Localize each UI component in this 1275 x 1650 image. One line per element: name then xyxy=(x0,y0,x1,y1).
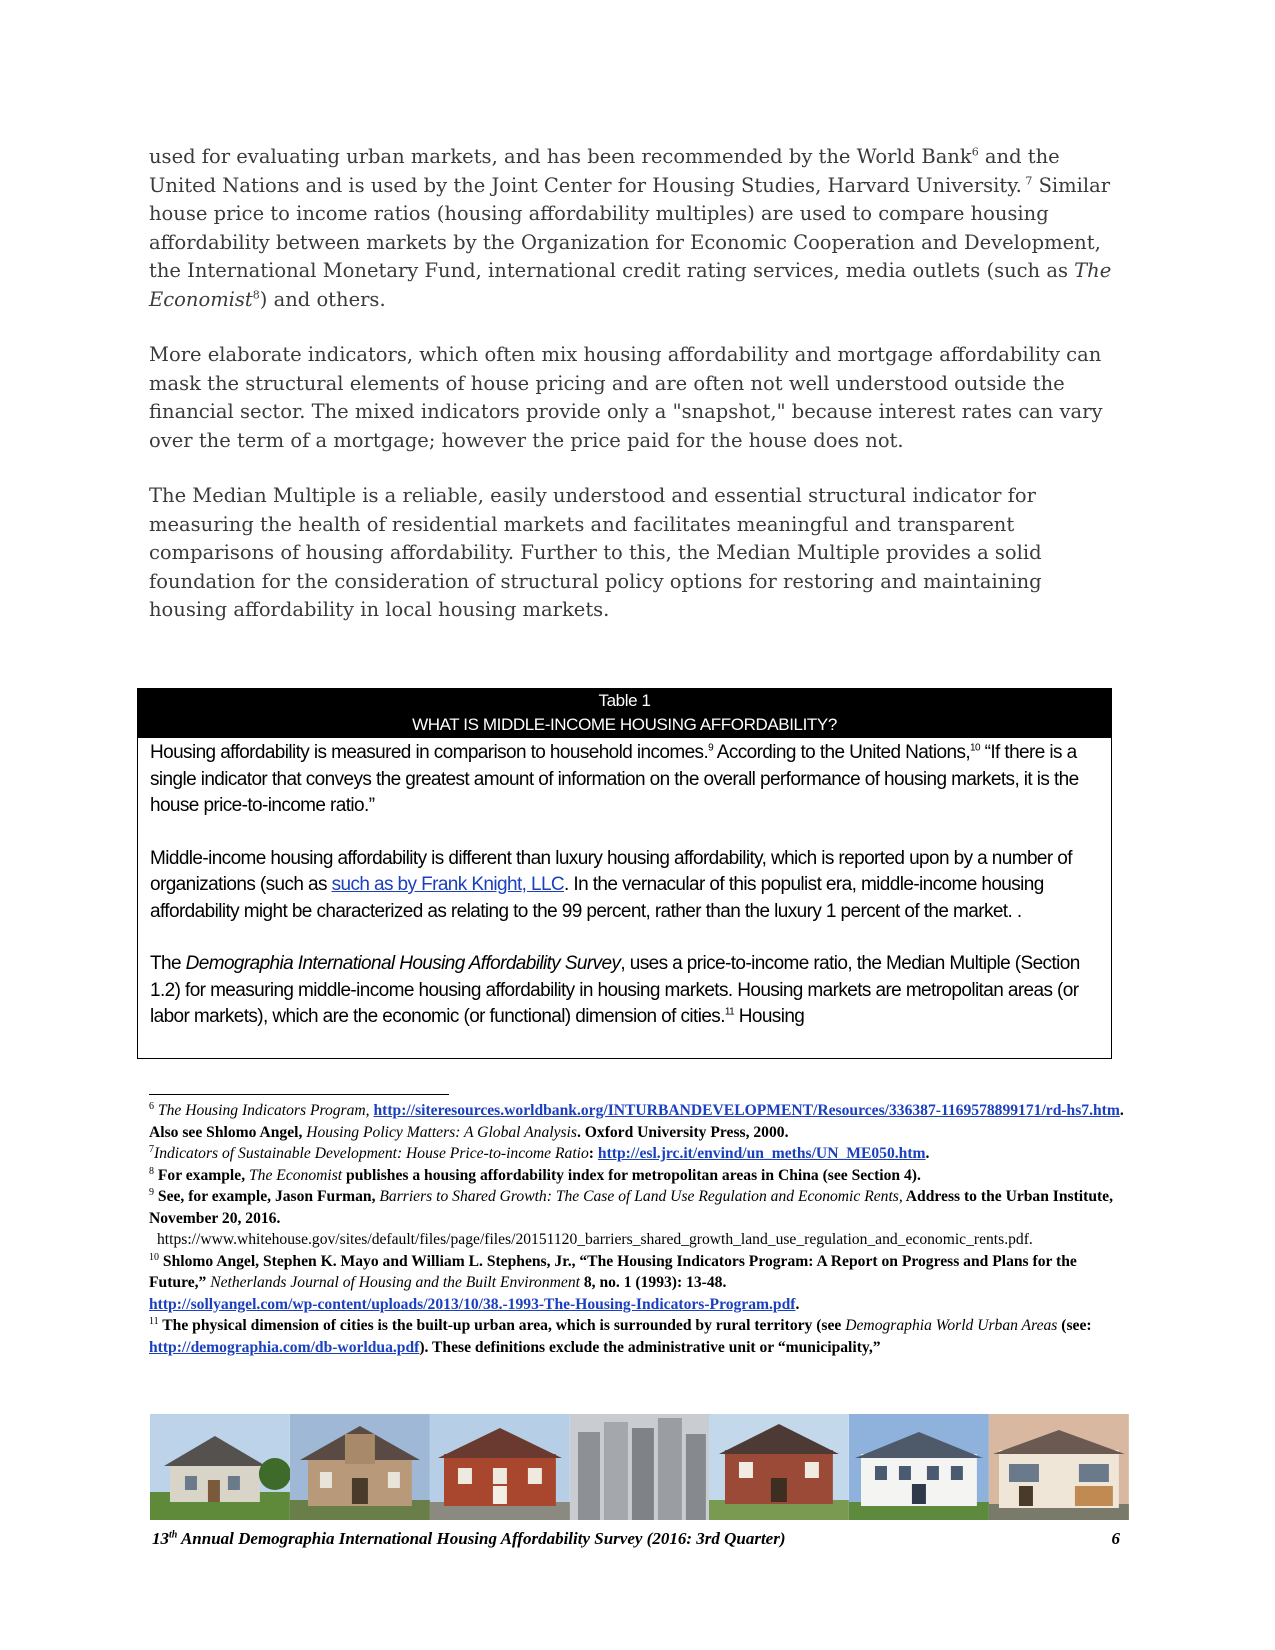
paragraph-3: The Median Multiple is a reliable, easily understood and essential structural indicator for measuring the health of residential markets and facilitates meaningful and transparent comparisons of housing affordability. Further to this, the Median Multiple provides a solid foundation for the consideration of structural policy options for restoring and maintaining housing affordability in local housing markets. xyxy=(149,484,1042,621)
body-text xyxy=(149,143,1119,652)
house-photo-strip xyxy=(150,1414,1129,1520)
frank-knight-link[interactable]: such as by Frank Knight, LLC xyxy=(331,874,565,895)
footnote-ref-11[interactable]: 11 xyxy=(724,1006,735,1018)
table-paragraph-3: The Demographia International Housing Affordability Survey, uses a price-to-income ratio, the Median Multiple (Section 1.2) for measuring middle-income housing affordability in housing markets. Housing markets are metropolitan areas (or labor markets), which are the economic (or functional) dimension of cities.$^{11}$ Housing xyxy=(150,953,1080,1027)
page-number: 6 xyxy=(1111,1529,1120,1548)
footnote-11: $^{11}$ The physical dimension of cities is the built-up urban area, which is surrounded by rural territory (see Demographia World Urban Areas (see: http://demographia.com/db-worldua.pdf). These definitions exclude the administrative unit or “municipality,” xyxy=(149,1315,1092,1356)
footnote-10: $^{10}$ Shlomo Angel, Stephen K. Mayo and William L. Stephens, Jr., “The Housing Indicators Program: A Report on Progress and Plans for the Future,” Netherlands Journal of Housing and the Built Environment 8, no. 1 (1993): 13-48. http://sollyangel.com/wp-content/uploads/2013/10/38.-1993-The-Housing-Indicators-Program.pdf. xyxy=(149,1251,1077,1313)
the-economist-title: The Economist xyxy=(149,259,1112,311)
paragraph-1: used for evaluating urban markets, and has been recommended by the World Bank$^6$ and the United Nations and is used by the Joint Center for Housing Studies, Harvard University. $^7$ Similar house price to income ratios (housing affordability multiples) are used to compare housing affordability between markets by the Organization for Economic Cooperation and Development, the International Monetary Fund, international credit rating services, media outlets (such as The Economist$^8$) and others. xyxy=(149,145,1112,311)
footnote-ref-10[interactable]: 10 xyxy=(970,742,980,754)
modern-villa-photo xyxy=(989,1414,1129,1520)
paragraph-2: More elaborate indicators, which often mix housing affordability and mortgage affordability can mask the structural elements of house pricing and are often not well understood outside the financial sector. The mixed indicators provide only a "snapshot," because interest rates can vary over the term of a mortgage; however the price paid for the house does not. xyxy=(149,343,1103,452)
table-1-label: Table 1 xyxy=(598,691,651,710)
table-1-body xyxy=(138,738,1111,1031)
footnote-7: $^7$Indicators of Sustainable Development: House Price-to-income Ratio: http://esl.jrc.it/envind/un_meths/UN_ME050.htm. xyxy=(149,1143,930,1162)
footnote-11-link[interactable]: http://demographia.com/db-worldua.pdf xyxy=(149,1338,420,1356)
table-1-box xyxy=(137,688,1112,1059)
footnote-ref-7[interactable]: 7 xyxy=(1021,174,1033,187)
page-footer xyxy=(152,1529,1120,1549)
footnote-ref-9[interactable]: 9 xyxy=(708,742,714,754)
footer-title: 13th Annual Demographia International Housing Affordability Survey (2016: 3rd Quarter) xyxy=(152,1529,786,1548)
footnote-8: $^8$ For example, The Economist publishes a housing affordability index for metropolitan areas in China (see Section 4). xyxy=(149,1165,921,1184)
white-colonial-photo xyxy=(849,1414,989,1520)
stone-manor-photo xyxy=(290,1414,430,1520)
footnotes xyxy=(149,1100,1129,1358)
footnote-10-link[interactable]: http://sollyangel.com/wp-content/uploads/2013/10/38.-1993-The-Housing-Indicators-Program.pdf xyxy=(149,1295,796,1313)
footnote-6: $^6$ The Housing Indicators Program, http://siteresources.worldbank.org/INTURBANDEVELOPMENT/Resources/336387-1169578899171/rd-hs7.htm. Also see Shlomo Angel, Housing Policy Matters: A Global Analysis. Oxford University Press, 2000. xyxy=(149,1100,1124,1141)
brick-house-photo xyxy=(430,1414,570,1520)
footnote-9-url[interactable]: https://www.whitehouse.gov/sites/default/files/page/files/20151120_barriers_shared_growth_land_use_regulation_and_economic_rents.pdf. xyxy=(157,1231,1033,1248)
table-1-title: WHAT IS MIDDLE-INCOME HOUSING AFFORDABILITY? xyxy=(412,715,837,734)
survey-title: Demographia International Housing Affordability Survey xyxy=(185,953,621,974)
table-paragraph-1: Housing affordability is measured in comparison to household incomes.$^9$ According to the United Nations,$^{10}$ “If there is a single indicator that conveys the greatest amount of information on the overall performance of housing markets, it is the house price-to-income ratio.” xyxy=(150,742,1079,816)
table-1-header xyxy=(138,689,1111,738)
suburban-house-photo xyxy=(150,1414,290,1520)
footnote-6-link[interactable]: http://siteresources.worldbank.org/INTURBANDEVELOPMENT/Resources/336387-1169578899171/rd-hs7.htm xyxy=(373,1102,1120,1119)
table-paragraph-2: Middle-income housing affordability is different than luxury housing affordability, which is reported upon by a number of organizations (such as such as by Frank Knight, LLC. In the vernacular of this populist era, middle-income housing affordability might be characterized as relating to the 99 percent, rather than the luxury 1 percent of the market. . xyxy=(150,847,1072,922)
footnote-9: $^9$ See, for example, Jason Furman, Barriers to Shared Growth: The Case of Land Use Regulation and Economic Rents, Address to the Urban Institute, November 20, 2016. xyxy=(149,1186,1113,1227)
footnote-7-link[interactable]: http://esl.jrc.it/envind/un_meths/UN_ME050.htm xyxy=(597,1145,926,1162)
high-rise-towers-photo xyxy=(570,1414,710,1520)
footnote-ref-6[interactable]: 6 xyxy=(971,145,979,159)
footnote-divider xyxy=(149,1094,449,1095)
brick-two-storey-photo xyxy=(709,1414,849,1520)
footnote-ref-8[interactable]: 8 xyxy=(252,288,260,301)
